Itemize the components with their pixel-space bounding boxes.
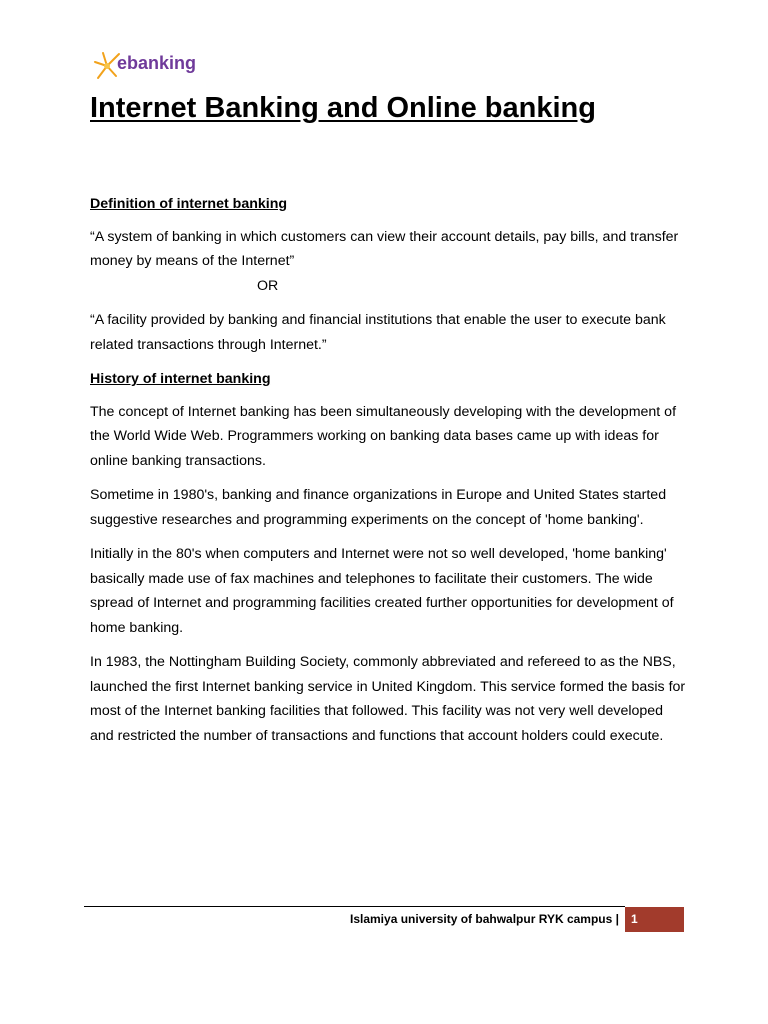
footer-divider	[84, 906, 625, 907]
document-title: Internet Banking and Online banking	[90, 92, 596, 124]
logo-text: ebanking	[117, 53, 197, 73]
ebanking-logo	[92, 50, 202, 82]
document-body	[90, 192, 690, 758]
definition-quote-2: “A facility provided by banking and financial institutions that enable the user to execute bank related transactions through Internet.”	[90, 312, 666, 353]
history-heading: History of internet banking	[90, 371, 271, 387]
history-paragraph-2: Sometime in 1980's, banking and finance organizations in Europe and United States started suggestive researches and programming experiments on the concept of 'home banking'.	[90, 487, 667, 528]
definition-heading: Definition of internet banking	[90, 196, 288, 212]
page-number-badge: 1	[625, 907, 684, 932]
history-paragraph-4: In 1983, the Nottingham Building Society, commonly abbreviated and refereed to as the NBS, launched the first Internet banking service in United Kingdom. This service formed the basis for most of the Internet banking facilities that followed. This facility was not very well developed and restricted the number of transactions and functions that account holders could execute.	[90, 654, 686, 744]
definition-quote-1: “A system of banking in which customers can view their account details, pay bills, and transfer money by means of the Internet”	[90, 228, 679, 269]
or-separator: OR	[257, 277, 279, 294]
history-paragraph-1: The concept of Internet banking has been simultaneously developing with the development of the World Wide Web. Programmers working on banking data bases came up with ideas for online banking transactions.	[90, 403, 677, 469]
footer-campus-text: Islamiya university of bahwalpur RYK campus |	[350, 912, 619, 926]
history-paragraph-3: Initially in the 80's when computers and Internet were not so well developed, 'home banking' basically made use of fax machines and telephones to facilitate their customers. The wide spread of Internet and programming facilities created further opportunities for development of home banking.	[90, 546, 674, 636]
